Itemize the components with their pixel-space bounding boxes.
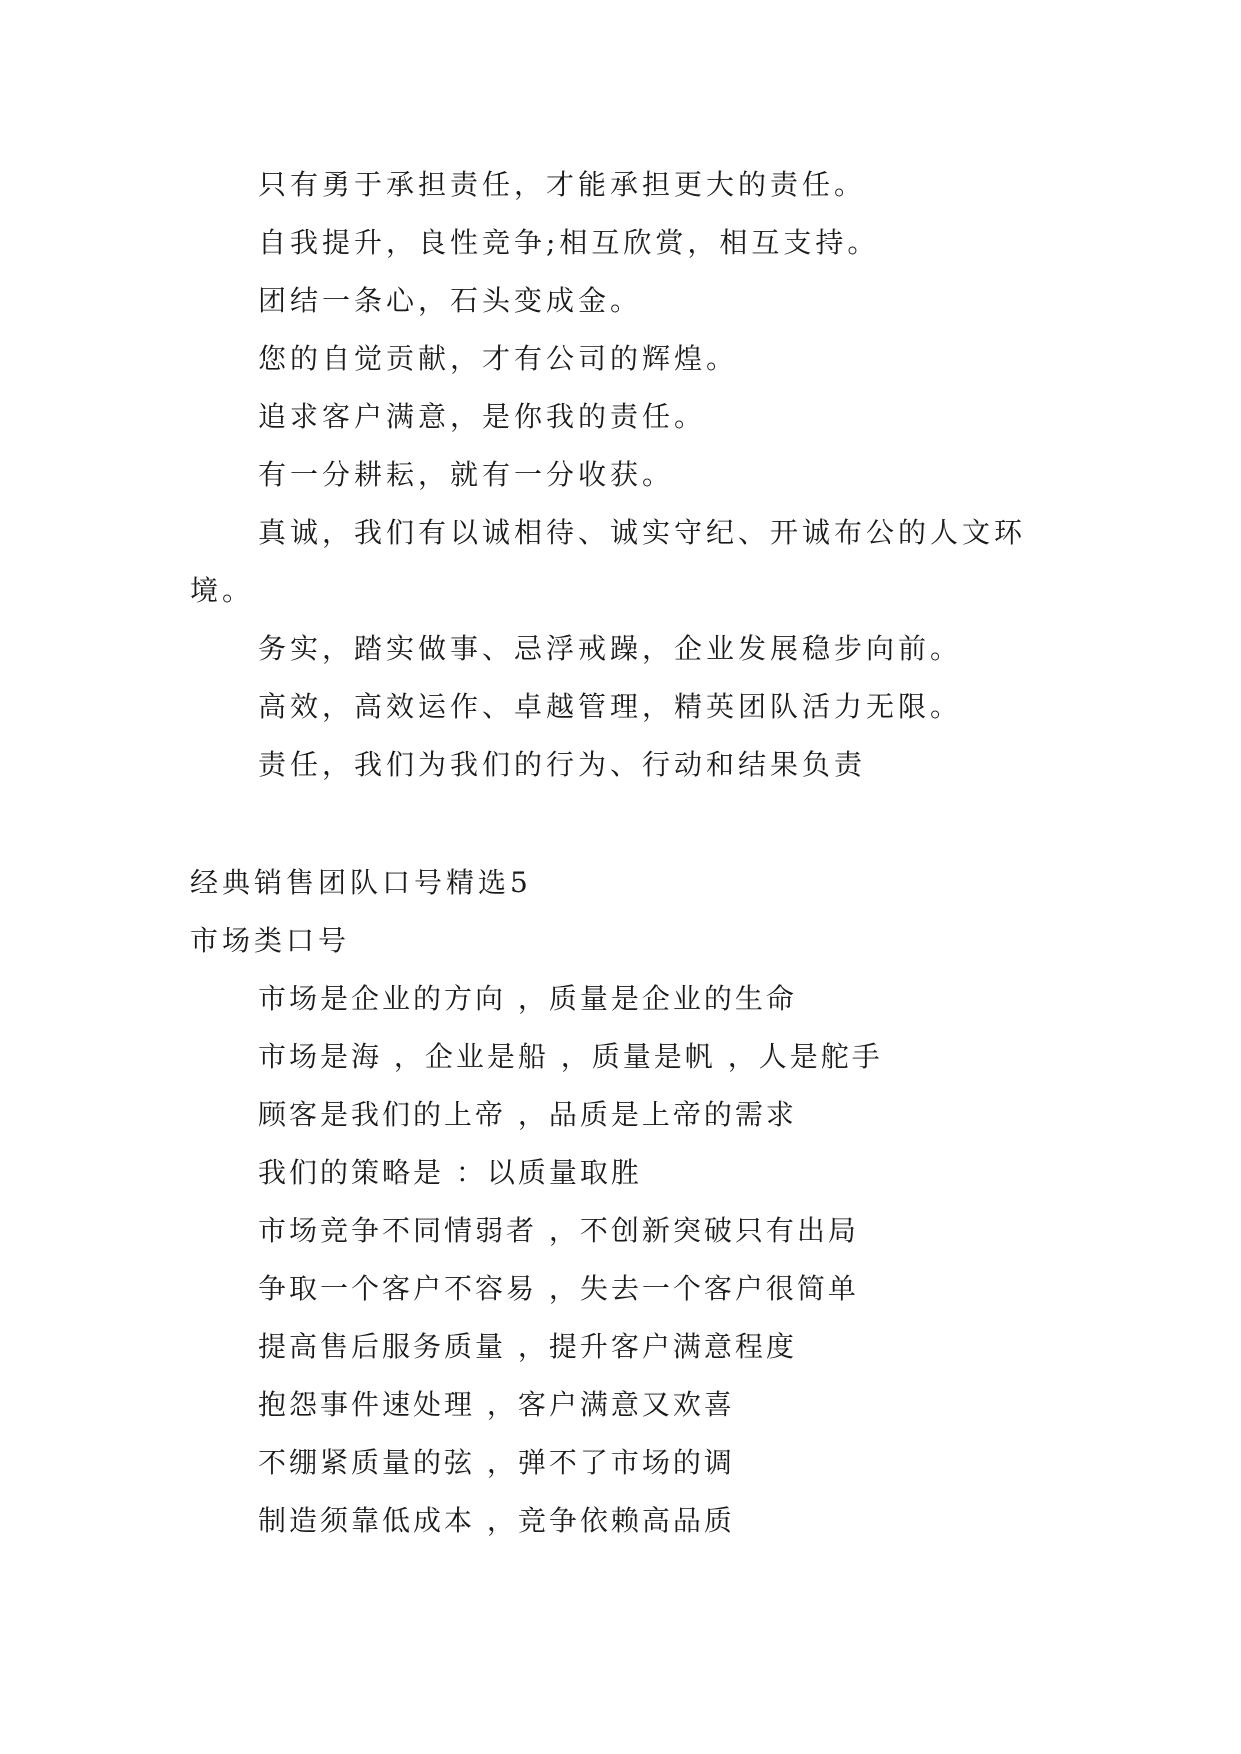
text-line: 境。 (190, 574, 255, 607)
text-line: 高效，高效运作、卓越管理，精英团队活力无限。 (258, 690, 963, 723)
slogan-line: 我们的策略是 ：以质量取胜 (258, 1156, 642, 1189)
slogan-line: 制造须靠低成本 ，竞争依赖高品质 (258, 1504, 735, 1537)
text-line: 责任，我们为我们的行为、行动和结果负责 (258, 748, 867, 781)
section-heading: 经典销售团队口号精选5 (190, 866, 532, 899)
text-line: 团结一条心，石头变成金。 (258, 284, 643, 317)
slogan-line: 市场是企业的方向 ，质量是企业的生命 (258, 982, 797, 1015)
text-line: 真诚，我们有以诚相待、诚实守纪、开诚布公的人文环 (258, 516, 1027, 549)
slogan-line: 市场竞争不同情弱者 ，不创新突破只有出局 (258, 1214, 859, 1247)
text-line: 只有勇于承担责任，才能承担更大的责任。 (258, 168, 867, 201)
slogan-line: 抱怨事件速处理 ，客户满意又欢喜 (258, 1388, 735, 1421)
section-subheading: 市场类口号 (190, 924, 351, 957)
slogan-line: 提高售后服务质量 ，提升客户满意程度 (258, 1330, 797, 1363)
text-line: 有一分耕耘，就有一分收获。 (258, 458, 675, 491)
text-line: 追求客户满意，是你我的责任。 (258, 400, 707, 433)
text-line: 务实，踏实做事、忌浮戒躁，企业发展稳步向前。 (258, 632, 963, 665)
text-line: 您的自觉贡献，才有公司的辉煌。 (258, 342, 739, 375)
slogan-line: 不绷紧质量的弦 ，弹不了市场的调 (258, 1446, 735, 1479)
text-line: 自我提升，良性竞争;相互欣赏，相互支持。 (258, 226, 880, 259)
slogan-line: 争取一个客户不容易 ，失去一个客户很简单 (258, 1272, 859, 1305)
slogan-line: 顾客是我们的上帝 ，品质是上帝的需求 (258, 1098, 797, 1131)
slogan-line: 市场是海 ，企业是船 ，质量是帆 ，人是舵手 (258, 1040, 883, 1073)
